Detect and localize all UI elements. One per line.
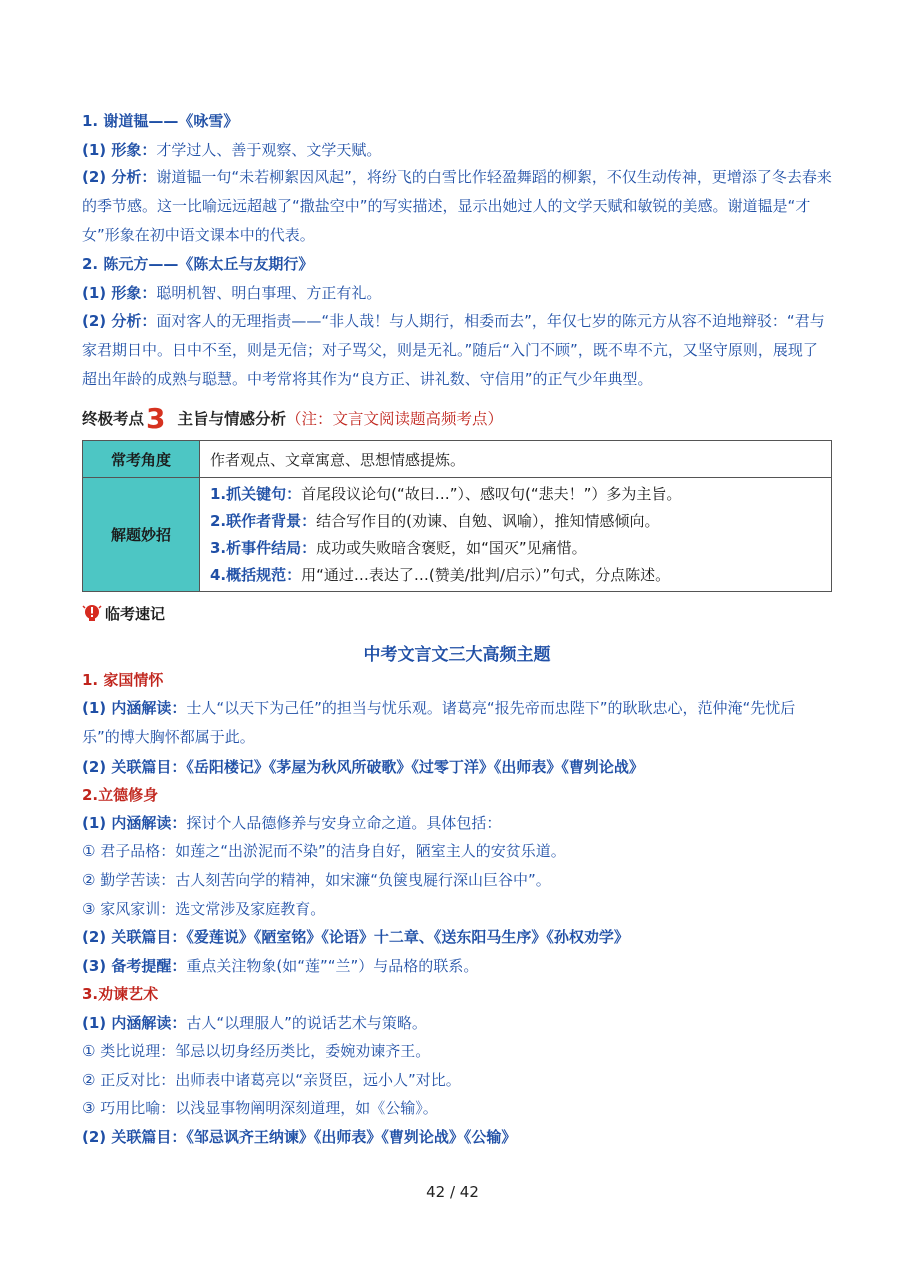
table-row-label: 常考角度 (83, 441, 200, 478)
label: (3) 备考提醒： (82, 957, 187, 975)
label: (2) 分析： (82, 168, 157, 186)
label: (1) 形象： (82, 284, 157, 302)
tip-label: 1.抓关键句： (210, 484, 302, 503)
paragraph (82, 812, 832, 834)
tip-item (210, 535, 831, 562)
tip-label: 2.联作者背景： (210, 511, 317, 530)
list-item: ② 正反对比：出师表中诸葛亮以“亲贤臣，远小人”对比。 (82, 1071, 461, 1089)
paragraph (82, 1012, 832, 1034)
paragraph (82, 955, 832, 977)
text: 《爱莲说》《陋室铭》《论语》十二章、《送东阳马生序》《孙权劝学》 (186, 928, 629, 946)
text: 聪明机智、明白事理、方正有礼。 (156, 284, 382, 302)
page-number: 42 / 42 (426, 1183, 479, 1201)
list-item: ③ 巧用比喻：以浅显事物阐明深刻道理，如《公输》。 (82, 1099, 438, 1117)
theme-heading: 2.立德修身 (82, 786, 159, 804)
list-item: ① 君子品格：如莲之“出淤泥而不染”的洁身自好，陋室主人的安贫乐道。 (82, 842, 566, 860)
paragraph (82, 139, 832, 161)
text: 重点关注物象(如“莲”“兰”）与品格的联系。 (186, 957, 479, 975)
text: 士人“以天下为己任”的担当与忧乐观。诸葛亮“报先帝而忠陛下”的耿耿忠心，范仲淹“先忧后乐”的博大胸怀都属于此。 (82, 699, 796, 746)
paragraph (82, 163, 832, 250)
list-item: ① 类比说理：邹忌以切身经历类比，委婉劝谏齐王。 (82, 1042, 431, 1060)
text: 古人“以理服人”的说话艺术与策略。 (186, 1014, 427, 1032)
label: (2) 关联篇目： (82, 928, 187, 946)
paragraph (82, 694, 832, 752)
text: 谢道韫一句“未若柳絮因风起”，将纷飞的白雪比作轻盈舞蹈的柳絮，不仅生动传神，更增添了冬去春来的季节感。这一比喻远远超越了“撒盐空中”的写实描述，显示出她过人的文学天赋和敏锐的美感。谢道韫是“才女”形象在初中语文课本中的代表。 (82, 168, 832, 244)
paragraph (82, 282, 832, 304)
text: 才学过人、善于观察、文学天赋。 (156, 141, 382, 159)
tip-item (210, 508, 831, 535)
list-item: ② 勤学苦读：古人刻苦向学的精神，如宋濂“负箧曳屣行深山巨谷中”。 (82, 871, 551, 889)
paragraph (82, 1126, 832, 1148)
label: (2) 关联篇目： (82, 758, 187, 776)
tip-item (210, 481, 831, 508)
key-point-header (82, 404, 832, 434)
label: (2) 分析： (82, 312, 157, 330)
tip-label: 4.概括规范： (210, 565, 302, 584)
list-item: ③ 家风家训：选文常涉及家庭教育。 (82, 900, 326, 918)
tips-table (82, 440, 832, 592)
theme-heading: 1. 家国情怀 (82, 671, 164, 689)
section-heading-xie-daoyun: 1. 谢道韫——《咏雪》 (82, 112, 239, 130)
label: (1) 内涵解读： (82, 814, 187, 832)
paragraph (82, 307, 832, 394)
label: (2) 关联篇目： (82, 1128, 187, 1146)
tip-text: 首尾段议论句(“故曰…”）、感叹句(“悲夫！”）多为主旨。 (301, 484, 682, 503)
tip-item (210, 562, 831, 589)
key-point-prefix: 终极考点 (82, 410, 145, 428)
paragraph (82, 756, 832, 778)
text: 《邹忌讽齐王纳谏》《出师表》《曹刿论战》《公输》 (186, 1128, 517, 1146)
quick-memo-heading (82, 603, 832, 629)
text: 《岳阳楼记》《茅屋为秋风所破歌》《过零丁洋》《出师表》《曹刿论战》 (186, 758, 644, 776)
label: (1) 内涵解读： (82, 1014, 187, 1032)
key-point-note: （注：文言文阅读题高频考点） (286, 410, 504, 428)
table-cell-tips (200, 478, 832, 592)
themes-title: 中考文言文三大高频主题 (363, 645, 551, 665)
paragraph (82, 926, 832, 948)
theme-heading: 3.劝谏艺术 (82, 985, 159, 1003)
table-cell: 作者观点、文章寓意、思想情感提炼。 (200, 441, 832, 478)
alert-bulb-icon (82, 603, 102, 629)
tip-text: 成功或失败暗含褒贬，如“国灭”见痛惜。 (316, 538, 587, 557)
text: 探讨个人品德修养与安身立命之道。具体包括： (186, 814, 502, 832)
tip-text: 结合写作目的(劝谏、自勉、讽喻），推知情感倾向。 (316, 511, 660, 530)
key-point-number: 3 (146, 402, 166, 435)
section-heading-chen-yuanfang: 2. 陈元方——《陈太丘与友期行》 (82, 255, 314, 273)
table-row-label: 解题妙招 (83, 478, 200, 592)
quick-memo-label: 临考速记 (105, 605, 166, 623)
key-point-title: 主旨与情感分析 (177, 410, 287, 428)
text: 面对客人的无理指责——“非人哉！与人期行，相委而去”，年仅七岁的陈元方从容不迫地辩驳：“君与家君期日中。日中不至，则是无信；对子骂父，则是无礼。”随后“入门不顾”，既不卑不亢，又坚守原则，展现了超出年龄的成熟与聪慧。中考常将其作为“良方正、讲礼数、守信用”的正气少年典型。 (82, 312, 825, 388)
label: (1) 形象： (82, 141, 157, 159)
tip-text: 用“通过…表达了…(赞美/批判/启示）”句式，分点陈述。 (301, 565, 671, 584)
label: (1) 内涵解读： (82, 699, 187, 717)
tip-label: 3.析事件结局： (210, 538, 317, 557)
